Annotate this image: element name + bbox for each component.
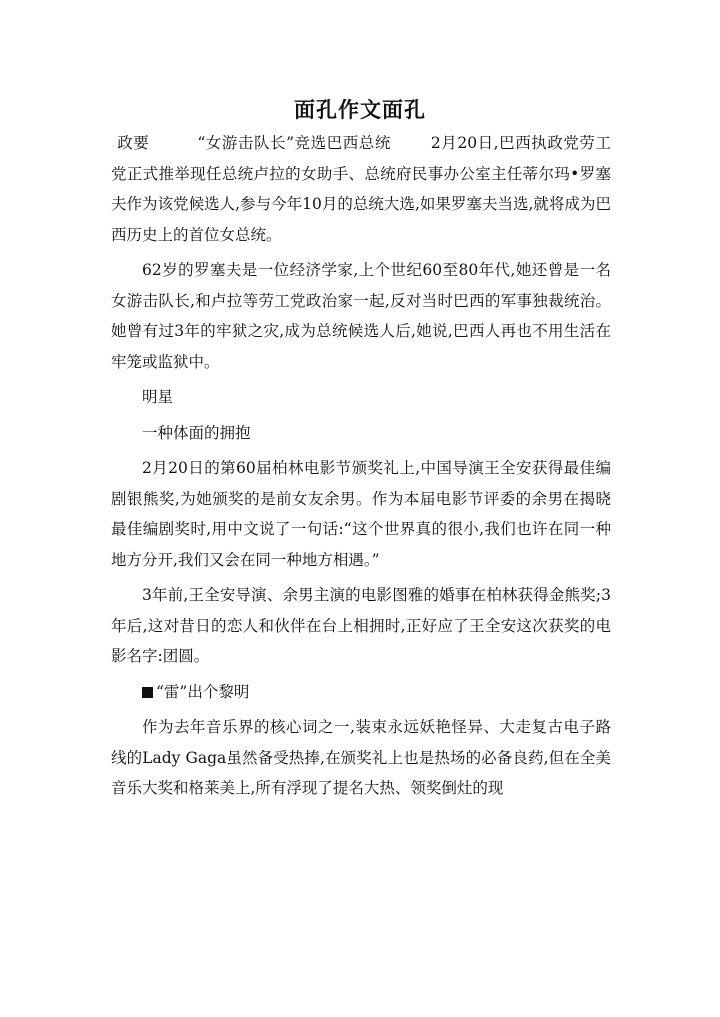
paragraph-1: 62岁的罗塞夫是一位经济学家,上个世纪60至80年代,她还曾是一名女游击队长,和卢拉等劳工党政治家一起,反对当时巴西的军事独裁统治。她曾有过3年的牢狱之灾,成为总统候选人后,她说,巴西人再也不用生活在牢笼或监狱中。: [111, 261, 611, 371]
abstract-paragraph: [111, 128, 611, 250]
paragraph-berlin-award: 2月20日的第60届柏林电影节颁奖礼上,中国导演王全安获得最佳编剧银熊奖,为她颁奖的是前女友余男。作为本届电影节评委的余男在揭晓最佳编剧奖时,用中文说了一句话:“这个世界真的很小,我们也许在同一种地方分开,我们又会在同一种地方相遇。”: [111, 459, 611, 569]
abstract-text: 2月20日,巴西执政党劳工党正式推举现任总统卢拉的女助手、总统府民事办公室主任蒂尔玛•罗塞夫作为该党候选人,参与今年10月的总统大选,如果罗塞夫当选,就将成为巴西历史上的首位女总统。: [111, 134, 611, 244]
subheading-embrace: 一种体面的拥抱: [142, 423, 251, 442]
abstract-headline: “女游击队长”竞选巴西总统: [197, 134, 391, 152]
document-body: [111, 128, 611, 809]
paragraph-tuya: 3年前,王全安导演、余男主演的电影图雅的婚事在柏林获得金熊奖;3年后,这对昔日的恋人和伙伴在台上相拥时,正好应了王全安这次获奖的电影名字:团圆。: [111, 586, 611, 665]
black-square-icon: [142, 687, 153, 698]
paragraph-lady-gaga: 作为去年音乐界的核心词之一,装束永远妖艳怪异、大走复古电子路线的Lady Gaga虽然备受热捧,在颁奖礼上也是热场的必备良药,但在全美音乐大奖和格莱美上,所有浮现了提名大热、领奖倒灶的现: [111, 718, 611, 797]
section-label-star: 明星: [142, 388, 174, 406]
document-title: 面孔作文面孔: [294, 97, 426, 122]
abstract-label: 政要: [117, 134, 150, 152]
section-heading-text: “雷”出个黎明: [156, 682, 250, 701]
section-heading: [111, 677, 611, 708]
